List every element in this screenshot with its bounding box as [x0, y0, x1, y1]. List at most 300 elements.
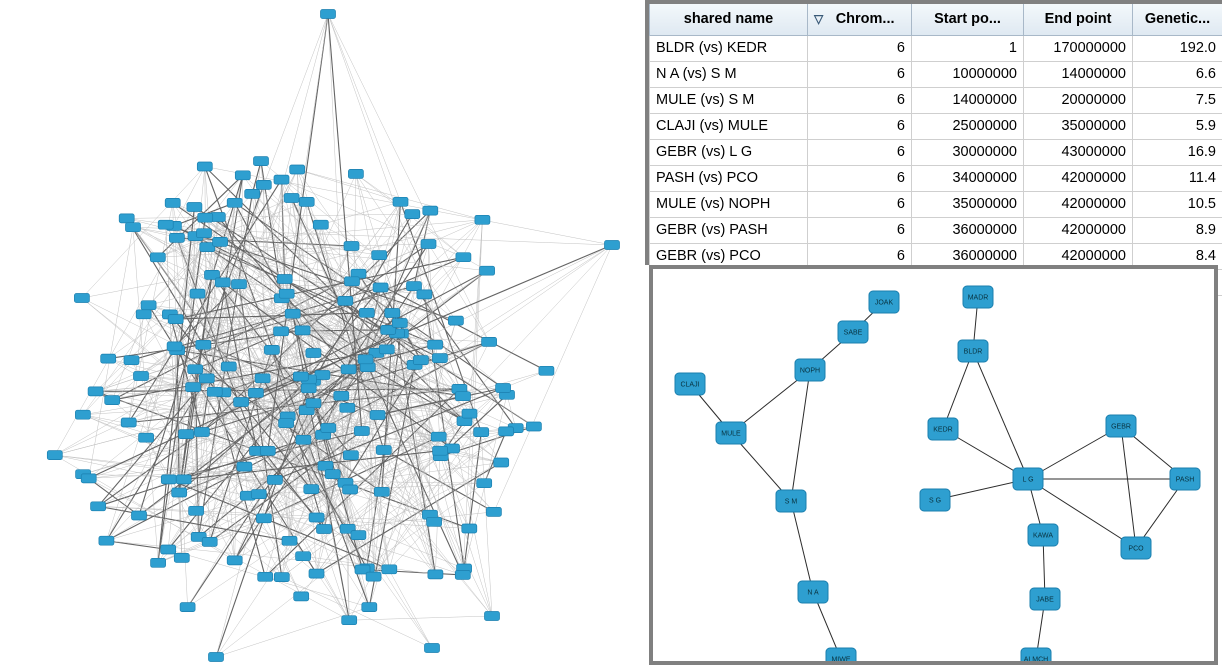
network-node[interactable]: [274, 573, 289, 582]
network-node-shape[interactable]: [296, 552, 311, 561]
network-node-shape[interactable]: [474, 428, 489, 437]
network-node[interactable]: [161, 475, 176, 484]
network-node[interactable]: [169, 233, 184, 242]
network-node[interactable]: [432, 354, 447, 363]
network-node[interactable]: [325, 470, 340, 479]
network-node[interactable]: [134, 372, 149, 381]
network-node[interactable]: [482, 337, 497, 346]
network-node[interactable]: [338, 296, 353, 305]
network-node-shape[interactable]: [428, 340, 443, 349]
network-node-shape[interactable]: [315, 371, 330, 380]
network-node-shape[interactable]: [359, 308, 374, 317]
network-node[interactable]: [227, 556, 242, 565]
network-node[interactable]: [294, 592, 309, 601]
network-node[interactable]: [431, 432, 446, 441]
network-node-shape[interactable]: [343, 451, 358, 460]
network-node[interactable]: [838, 321, 868, 343]
network-node-shape[interactable]: [362, 603, 377, 612]
network-node-shape[interactable]: [81, 474, 96, 483]
network-node-shape[interactable]: [343, 485, 358, 494]
network-node-shape[interactable]: [309, 569, 324, 578]
network-node-shape[interactable]: [256, 514, 271, 523]
network-node[interactable]: [248, 388, 263, 397]
network-node-shape[interactable]: [413, 356, 428, 365]
network-node-shape[interactable]: [285, 309, 300, 318]
network-node-shape[interactable]: [264, 345, 279, 354]
network-node[interactable]: [370, 411, 385, 420]
network-node-shape[interactable]: [428, 570, 443, 579]
network-node[interactable]: [407, 282, 422, 291]
network-node[interactable]: [176, 475, 191, 484]
network-node-shape[interactable]: [165, 198, 180, 207]
network-node-shape[interactable]: [199, 374, 214, 383]
network-node[interactable]: [313, 220, 328, 229]
network-node[interactable]: [421, 240, 436, 249]
table-row[interactable]: [650, 192, 1222, 218]
network-node[interactable]: [342, 616, 357, 625]
network-node-shape[interactable]: [321, 10, 336, 19]
network-node-shape[interactable]: [132, 511, 147, 520]
network-node-shape[interactable]: [499, 427, 514, 436]
network-node-shape[interactable]: [1028, 524, 1058, 546]
network-node-shape[interactable]: [958, 340, 988, 362]
network-node[interactable]: [385, 309, 400, 318]
network-node-shape[interactable]: [313, 220, 328, 229]
network-node[interactable]: [285, 309, 300, 318]
network-node[interactable]: [282, 536, 297, 545]
network-node-shape[interactable]: [716, 422, 746, 444]
network-node-shape[interactable]: [301, 384, 316, 393]
network-node[interactable]: [427, 517, 442, 526]
network-node[interactable]: [475, 215, 490, 224]
network-node-shape[interactable]: [482, 337, 497, 346]
network-node-shape[interactable]: [374, 487, 389, 496]
network-node[interactable]: [359, 308, 374, 317]
network-node-shape[interactable]: [605, 241, 620, 250]
network-edge[interactable]: [328, 14, 401, 202]
network-node-shape[interactable]: [168, 315, 183, 324]
network-node-shape[interactable]: [227, 556, 242, 565]
network-node[interactable]: [480, 266, 495, 275]
network-node-shape[interactable]: [274, 573, 289, 582]
network-node[interactable]: [256, 514, 271, 523]
network-node[interactable]: [101, 354, 116, 363]
network-node-shape[interactable]: [245, 189, 260, 198]
network-node[interactable]: [343, 451, 358, 460]
network-node-shape[interactable]: [126, 223, 141, 232]
network-node[interactable]: [382, 565, 397, 574]
network-node-shape[interactable]: [455, 392, 470, 401]
network-node-shape[interactable]: [188, 365, 203, 374]
network-node[interactable]: [304, 485, 319, 494]
network-edge[interactable]: [173, 203, 176, 319]
network-node-shape[interactable]: [186, 383, 201, 392]
table-row[interactable]: [650, 88, 1222, 114]
network-node-shape[interactable]: [826, 648, 856, 661]
network-node[interactable]: [334, 391, 349, 400]
network-node-shape[interactable]: [234, 398, 249, 407]
network-node-shape[interactable]: [284, 194, 299, 203]
network-node-shape[interactable]: [869, 291, 899, 313]
network-node[interactable]: [264, 345, 279, 354]
small-network-view[interactable]: [649, 265, 1218, 665]
network-node-shape[interactable]: [462, 409, 477, 418]
network-node[interactable]: [920, 489, 950, 511]
network-node[interactable]: [168, 315, 183, 324]
network-node-shape[interactable]: [480, 266, 495, 275]
network-node-shape[interactable]: [279, 419, 294, 428]
network-node[interactable]: [958, 340, 988, 362]
network-node[interactable]: [455, 570, 470, 579]
network-node-shape[interactable]: [294, 592, 309, 601]
network-node[interactable]: [256, 180, 271, 189]
column-header-shared-name[interactable]: [650, 4, 808, 36]
network-node-shape[interactable]: [293, 372, 308, 381]
network-node[interactable]: [277, 275, 292, 284]
network-node[interactable]: [374, 487, 389, 496]
network-node-shape[interactable]: [341, 365, 356, 374]
network-node[interactable]: [180, 603, 195, 612]
network-node-shape[interactable]: [379, 345, 394, 354]
network-node[interactable]: [279, 289, 294, 298]
network-edge[interactable]: [470, 220, 483, 414]
network-node[interactable]: [499, 427, 514, 436]
network-node-shape[interactable]: [74, 294, 89, 303]
network-node-shape[interactable]: [928, 418, 958, 440]
network-node[interactable]: [167, 342, 182, 351]
network-node[interactable]: [675, 373, 705, 395]
network-node-shape[interactable]: [209, 653, 224, 662]
network-node[interactable]: [227, 198, 242, 207]
network-edge[interactable]: [943, 351, 973, 429]
network-node[interactable]: [99, 536, 114, 545]
network-edge[interactable]: [1121, 426, 1136, 548]
network-node[interactable]: [179, 430, 194, 439]
network-node[interactable]: [343, 485, 358, 494]
network-node-shape[interactable]: [169, 233, 184, 242]
network-node-shape[interactable]: [496, 384, 511, 393]
network-node[interactable]: [198, 213, 213, 222]
network-node[interactable]: [234, 398, 249, 407]
network-node-shape[interactable]: [75, 410, 90, 419]
network-node[interactable]: [417, 290, 432, 299]
network-node-shape[interactable]: [317, 525, 332, 534]
network-node[interactable]: [1021, 648, 1051, 661]
network-node[interactable]: [235, 171, 250, 180]
table-row[interactable]: [650, 62, 1222, 88]
network-node[interactable]: [716, 422, 746, 444]
network-node[interactable]: [260, 446, 275, 455]
network-node-shape[interactable]: [91, 502, 106, 511]
network-node-shape[interactable]: [325, 470, 340, 479]
network-node[interactable]: [485, 612, 500, 621]
network-node-shape[interactable]: [251, 490, 266, 499]
network-node-shape[interactable]: [494, 458, 509, 467]
network-node[interactable]: [345, 277, 360, 286]
network-node[interactable]: [186, 383, 201, 392]
network-edge[interactable]: [507, 395, 516, 428]
network-node-shape[interactable]: [304, 485, 319, 494]
network-node[interactable]: [221, 362, 236, 371]
network-node-shape[interactable]: [151, 558, 166, 567]
network-edge[interactable]: [494, 245, 612, 512]
network-node[interactable]: [315, 371, 330, 380]
network-node-shape[interactable]: [334, 391, 349, 400]
network-node[interactable]: [172, 488, 187, 497]
network-node-shape[interactable]: [373, 283, 388, 292]
network-node[interactable]: [393, 197, 408, 206]
network-node-shape[interactable]: [432, 354, 447, 363]
network-node-shape[interactable]: [321, 424, 336, 433]
network-node-shape[interactable]: [161, 475, 176, 484]
network-node-shape[interactable]: [477, 479, 492, 488]
network-node[interactable]: [373, 283, 388, 292]
network-node-shape[interactable]: [1030, 588, 1060, 610]
network-node-shape[interactable]: [282, 536, 297, 545]
network-node[interactable]: [462, 524, 477, 533]
network-node-shape[interactable]: [139, 433, 154, 442]
network-edge[interactable]: [205, 167, 612, 246]
network-node-shape[interactable]: [431, 432, 446, 441]
network-node[interactable]: [306, 349, 321, 358]
network-node-shape[interactable]: [1121, 537, 1151, 559]
network-node-shape[interactable]: [358, 355, 373, 364]
network-node[interactable]: [1028, 524, 1058, 546]
network-node[interactable]: [139, 433, 154, 442]
network-node[interactable]: [196, 340, 211, 349]
network-edge[interactable]: [297, 170, 482, 220]
network-node[interactable]: [317, 525, 332, 534]
network-edge[interactable]: [106, 541, 168, 550]
network-node[interactable]: [119, 214, 134, 223]
network-node-shape[interactable]: [267, 475, 282, 484]
network-node-shape[interactable]: [124, 356, 139, 365]
network-node[interactable]: [798, 581, 828, 603]
network-node-shape[interactable]: [172, 488, 187, 497]
network-node-shape[interactable]: [121, 418, 136, 427]
network-node[interactable]: [150, 253, 165, 262]
network-node-shape[interactable]: [526, 422, 541, 431]
network-edge[interactable]: [791, 501, 813, 592]
network-node-shape[interactable]: [180, 603, 195, 612]
network-node[interactable]: [187, 203, 202, 212]
network-node[interactable]: [165, 198, 180, 207]
network-node-shape[interactable]: [202, 537, 217, 546]
network-node[interactable]: [869, 291, 899, 313]
filter-icon[interactable]: ▽: [814, 12, 824, 26]
network-node[interactable]: [197, 162, 212, 171]
network-node[interactable]: [255, 374, 270, 383]
network-node[interactable]: [776, 490, 806, 512]
network-node-shape[interactable]: [376, 446, 391, 455]
table-row[interactable]: [650, 114, 1222, 140]
network-node-shape[interactable]: [179, 430, 194, 439]
network-node-shape[interactable]: [1013, 468, 1043, 490]
network-node[interactable]: [1106, 415, 1136, 437]
network-node-shape[interactable]: [427, 517, 442, 526]
network-node[interactable]: [151, 558, 166, 567]
network-node-shape[interactable]: [256, 180, 271, 189]
network-node-shape[interactable]: [235, 171, 250, 180]
network-node-shape[interactable]: [776, 490, 806, 512]
network-node[interactable]: [296, 435, 311, 444]
network-node[interactable]: [428, 570, 443, 579]
network-edge[interactable]: [973, 351, 1028, 479]
network-node-shape[interactable]: [338, 296, 353, 305]
network-node[interactable]: [232, 280, 247, 289]
network-node[interactable]: [321, 424, 336, 433]
network-node-shape[interactable]: [425, 644, 440, 653]
network-node-shape[interactable]: [254, 157, 269, 166]
network-node-shape[interactable]: [248, 388, 263, 397]
network-node-shape[interactable]: [150, 253, 165, 262]
network-node[interactable]: [237, 462, 252, 471]
network-node[interactable]: [362, 603, 377, 612]
network-node-shape[interactable]: [407, 282, 422, 291]
network-node[interactable]: [284, 194, 299, 203]
network-node[interactable]: [136, 310, 151, 319]
network-node[interactable]: [795, 359, 825, 381]
table-row[interactable]: [650, 36, 1222, 62]
network-node[interactable]: [132, 511, 147, 520]
network-node[interactable]: [254, 157, 269, 166]
network-node-shape[interactable]: [385, 309, 400, 318]
network-node-shape[interactable]: [838, 321, 868, 343]
network-node[interactable]: [376, 446, 391, 455]
network-node-shape[interactable]: [197, 162, 212, 171]
edge-table[interactable]: [649, 4, 1222, 296]
network-edge[interactable]: [264, 14, 328, 185]
network-edge[interactable]: [216, 607, 369, 657]
network-edge[interactable]: [313, 403, 492, 616]
network-node-shape[interactable]: [433, 446, 448, 455]
network-node[interactable]: [448, 316, 463, 325]
network-node-shape[interactable]: [161, 545, 176, 554]
network-node-shape[interactable]: [1170, 468, 1200, 490]
table-row[interactable]: [650, 140, 1222, 166]
network-node[interactable]: [477, 479, 492, 488]
network-node[interactable]: [306, 399, 321, 408]
network-node-shape[interactable]: [99, 536, 114, 545]
network-node[interactable]: [928, 418, 958, 440]
network-node[interactable]: [274, 327, 289, 336]
network-node-shape[interactable]: [392, 319, 407, 328]
network-node-shape[interactable]: [141, 301, 156, 310]
network-node-shape[interactable]: [455, 570, 470, 579]
network-node-shape[interactable]: [382, 565, 397, 574]
network-node[interactable]: [290, 165, 305, 174]
network-node[interactable]: [366, 572, 381, 581]
network-node[interactable]: [826, 648, 856, 661]
network-node[interactable]: [296, 552, 311, 561]
network-node[interactable]: [309, 569, 324, 578]
network-node[interactable]: [258, 572, 273, 581]
network-node[interactable]: [293, 372, 308, 381]
network-node[interactable]: [358, 355, 373, 364]
network-node-shape[interactable]: [232, 280, 247, 289]
network-node-shape[interactable]: [258, 572, 273, 581]
network-node-shape[interactable]: [372, 251, 387, 260]
network-node-shape[interactable]: [539, 366, 554, 375]
network-node-shape[interactable]: [798, 581, 828, 603]
network-node-shape[interactable]: [279, 289, 294, 298]
network-node-shape[interactable]: [237, 462, 252, 471]
network-node-shape[interactable]: [194, 428, 209, 437]
network-edge[interactable]: [170, 314, 301, 596]
network-node-shape[interactable]: [351, 531, 366, 540]
network-node[interactable]: [351, 531, 366, 540]
network-node-shape[interactable]: [366, 572, 381, 581]
network-node-shape[interactable]: [475, 215, 490, 224]
network-node-shape[interactable]: [405, 210, 420, 219]
network-node[interactable]: [372, 251, 387, 260]
network-node-shape[interactable]: [417, 290, 432, 299]
network-node-shape[interactable]: [105, 396, 120, 405]
network-node[interactable]: [301, 384, 316, 393]
network-node[interactable]: [539, 366, 554, 375]
network-node-shape[interactable]: [47, 451, 62, 460]
network-node[interactable]: [209, 653, 224, 662]
network-node-shape[interactable]: [1106, 415, 1136, 437]
network-node[interactable]: [141, 301, 156, 310]
network-node-shape[interactable]: [344, 242, 359, 251]
network-node-shape[interactable]: [88, 387, 103, 396]
network-node-shape[interactable]: [119, 214, 134, 223]
column-header-genetic[interactable]: [1133, 4, 1222, 36]
network-node[interactable]: [299, 197, 314, 206]
network-node[interactable]: [202, 537, 217, 546]
network-node-shape[interactable]: [187, 203, 202, 212]
network-node-shape[interactable]: [340, 403, 355, 412]
network-node-shape[interactable]: [176, 475, 191, 484]
network-node[interactable]: [413, 356, 428, 365]
network-node[interactable]: [274, 175, 289, 184]
network-node-shape[interactable]: [370, 411, 385, 420]
network-node-shape[interactable]: [486, 507, 501, 516]
network-edge[interactable]: [791, 370, 810, 501]
network-node[interactable]: [189, 506, 204, 515]
network-node-shape[interactable]: [1021, 648, 1051, 661]
network-node[interactable]: [486, 507, 501, 516]
network-node-shape[interactable]: [309, 513, 324, 522]
network-node[interactable]: [190, 289, 205, 298]
network-node-shape[interactable]: [134, 372, 149, 381]
network-node[interactable]: [1170, 468, 1200, 490]
network-node[interactable]: [456, 253, 471, 262]
network-node-shape[interactable]: [260, 446, 275, 455]
network-node-shape[interactable]: [306, 399, 321, 408]
network-node[interactable]: [194, 428, 209, 437]
network-node-shape[interactable]: [920, 489, 950, 511]
network-node-shape[interactable]: [421, 240, 436, 249]
network-node[interactable]: [88, 387, 103, 396]
network-node-shape[interactable]: [101, 354, 116, 363]
network-node-shape[interactable]: [174, 553, 189, 562]
network-node[interactable]: [121, 418, 136, 427]
network-node[interactable]: [158, 220, 173, 229]
network-node[interactable]: [251, 490, 266, 499]
network-node-shape[interactable]: [197, 229, 212, 238]
network-node[interactable]: [1121, 537, 1151, 559]
network-node[interactable]: [197, 229, 212, 238]
network-node-shape[interactable]: [196, 340, 211, 349]
network-node[interactable]: [1013, 468, 1043, 490]
table-row[interactable]: [650, 218, 1222, 244]
network-edge[interactable]: [218, 217, 374, 577]
network-node[interactable]: [267, 475, 282, 484]
network-node[interactable]: [462, 409, 477, 418]
network-edge[interactable]: [352, 244, 429, 246]
